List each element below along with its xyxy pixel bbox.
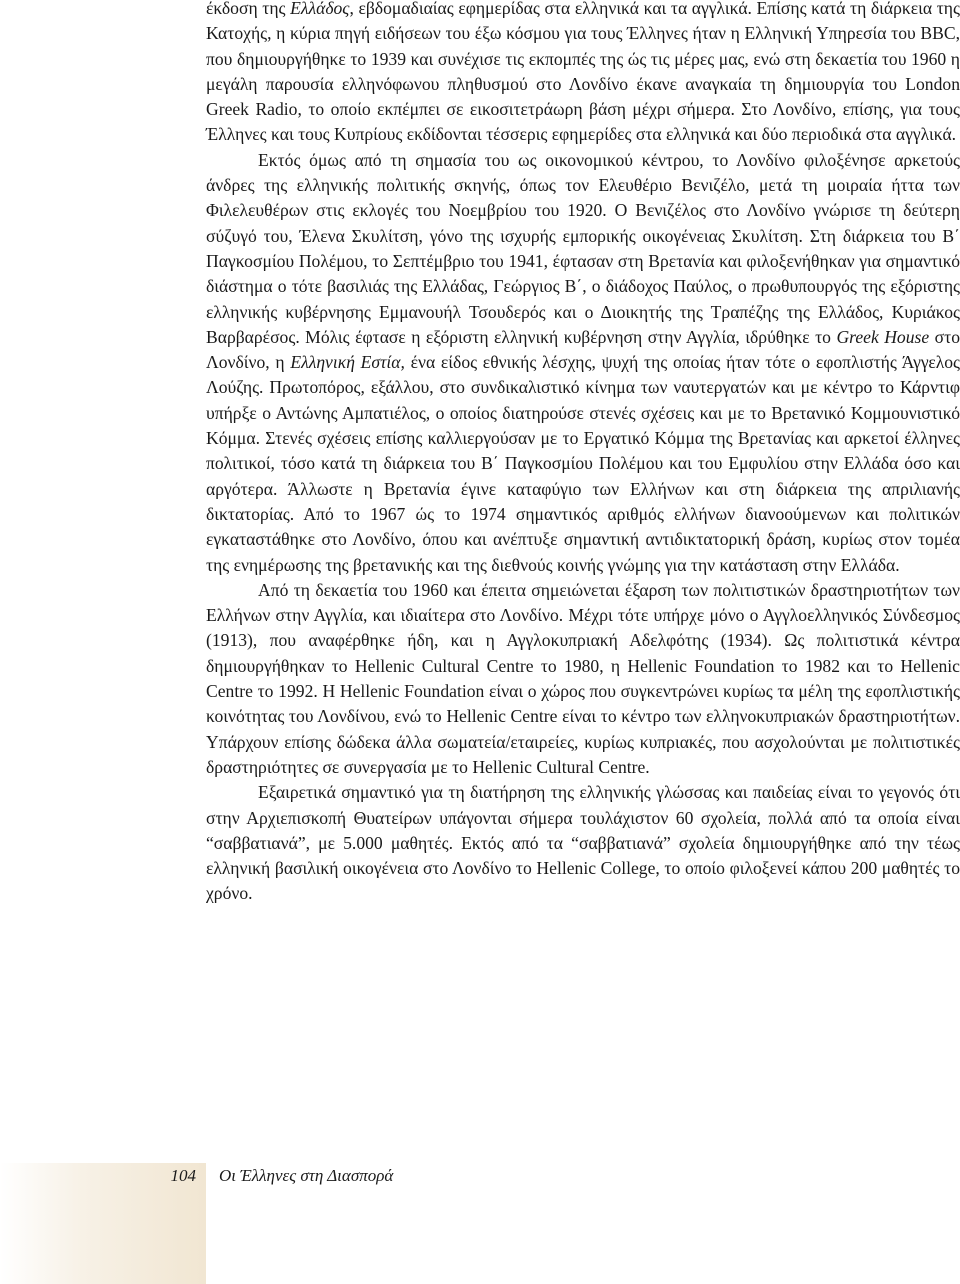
paragraph-4: [206, 780, 960, 906]
italic-text-run: Greek House: [836, 326, 930, 347]
body-text: [206, 0, 960, 907]
text-run: ένα είδος εθνικής λέσχης, ψυχή της οποίας ήταν τότε ο εφοπλιστής Άγγελος Λούζης. Πρωτοπόρος, εξάλλου, στο συνδικαλιστικό κίνημα των ναυτεργατών και με κέντρο το Κάρντιφ υπήρξε ο Αντώνης Αμπατιέλος, ο οποίος διατηρούσε στενές σχέσεις και με το Βρετανικό Κομμουνιστικό Κόμμα. Στενές σχέσεις επίσης καλλιεργούσαν με το Εργατικό Κόμμα της Βρετανίας και αρκετοί έλληνες πολιτικοί, τόσο κατά τη διάρκεια του Β΄ Παγκοσμίου Πολέμου και του Εμφυλίου στην Ελλάδα όσο και αργότερα. Άλλωστε η Βρετανία έγινε καταφύγιο των Ελλήνων και στη διάρκεια της απριλιανής δικτατορίας. Από το 1967 ώς το 1974 σημαντικός αριθμός ελλήνων διανοούμενων και πολιτικών εγκαταστάθηκε στο Λονδίνο, όπου και ανέπτυξε σημαντική αντιδικτατορική δράση, κυρίως στον τομέα της ενημέρωσης της βρετανικής και της διεθνούς κοινής γνώμης για την κατάσταση στην Ελλάδα.: [206, 352, 960, 575]
text-run: Από τη δεκαετία του 1960 και έπειτα σημειώνεται έξαρση των πολιτιστικών δραστηριοτήτων των Ελλήνων στην Αγγλία, και ιδιαίτερα στο Λονδίνο. Μέχρι τότε υπήρχε μόνο ο Αγγλοελληνικός Σύνδεσμος (1913), που αναφέρθηκε ήδη, και η Αγγλοκυπριακή Αδελφότης (1934). Ως πολιτιστικά κέντρα δημιουργήθηκαν το Hellenic Cultural Centre το 1980, η Hellenic Foundation το 1982 και το Hellenic Centre το 1992. Η Hellenic Foundation είναι ο χώρος που συγκεντρώνει κυρίως τα μέλη της εφοπλιστικής κοινότητας του Λονδίνου, ενώ το Hellenic Centre είναι το κέντρο των ελληνοκυπριακών δραστηριοτήτων. Υπάρχουν επίσης δώδεκα άλλα σωματεία/εταιρείες, κυρίως κυπριακές, που ασχολούνται με πολιτιστικές δραστηριότητες σε συνεργασία με το Hellenic Cultural Centre.: [206, 579, 960, 777]
running-title: Οι Έλληνες στη Διασπορά: [219, 1166, 394, 1185]
text-run: στο Λονδίνο, η: [206, 326, 960, 373]
italic-text-run: Ελλάδος: [290, 0, 350, 18]
italic-text-run: Ελληνική Εστία,: [290, 352, 405, 373]
paragraph-1: [206, 0, 960, 148]
paragraph-3: [206, 578, 960, 780]
text-run: έκδοση της: [206, 0, 291, 18]
text-run: , εβδομαδιαίας εφημερίδας στα ελληνικά και τα αγγλικά. Επίσης κατά τη διάρκεια της Κατοχής, η κύρια πηγή ειδήσεων του έξω κόσμου για τους Έλληνες ήταν η Ελληνική Υπηρεσία του BBC, που δημιουργήθηκε το 1939 και συνέχισε τις εκπομπές της ώς τις μέρες μας, ενώ στη δεκαετία του 1960 η μεγάλη παρουσία ελληνόφωνου πληθυσμού στο Λονδίνο έκανε αναγκαία τη δημιουργία του London Greek Radio, το οποίο εκπέμπει σε εικοσιτετράωρη βάση μέχρι σήμερα. Στο Λονδίνο, επίσης, για τους Έλληνες και τους Κυπρίους εκδίδονται τέσσερις εφημερίδες στα ελληνικά και δύο περιοδικά στα αγγλικά.: [206, 0, 960, 145]
paragraph-2: [206, 148, 960, 578]
page-number: 104: [170, 1166, 196, 1185]
text-run: Εκτός όμως από τη σημασία του ως οικονομικού κέντρου, το Λονδίνο φιλοξένησε αρκετούς άνδρες της ελληνικής πολιτικής σκηνής, όπως τον Ελευθέριο Βενιζέλο, μετά τη μοιραία ήττα των Φιλελευθέρων στις εκλογές του Νοεμβρίου του 1920. Ο Βενιζέλος στο Λονδίνο γνώρισε τη δεύτερη σύζυγό του, Έλενα Σκυλίτση, γόνο της ισχυρής εμπορικής οικογένειας Σκυλίτση. Στη διάρκεια του Β΄ Παγκοσμίου Πολέμου, το Σεπτέμβριο του 1941, έφτασαν στη Βρετανία και φιλοξενήθηκαν για σημαντικό διάστημα ο τότε βασιλιάς της Ελλάδας, Γεώργιος Β΄, ο διάδοχος Παύλος, ο πρωθυπουργός της εξόριστης ελληνικής κυβέρνησης Εμμανουήλ Τσουδερός και ο Διοικητής της Τραπέζης της Ελλάδος, Κυριάκος Βαρβαρέσος. Μόλις έφτασε η εξόριστη ελληνική κυβέρνηση στην Αγγλία, ιδρύθηκε το: [206, 149, 960, 347]
text-run: Εξαιρετικά σημαντικό για τη διατήρηση της ελληνικής γλώσσας και παιδείας είναι το γεγονός ότι στην Αρχιεπισκοπή Θυατείρων υπάγονται σήμερα τουλάχιστον 60 σχολεία, πολλά από τα οποία είναι “σαββατιανά”, με 5.000 μαθητές. Εκτός από τα “σαββατιανά” σχολεία δημιουργήθηκε από την τέως ελληνική βασιλική οικογένεια στο Λονδίνο το Hellenic College, το οποίο φιλοξενεί κάπου 200 μαθητές το χρόνο.: [206, 782, 960, 904]
